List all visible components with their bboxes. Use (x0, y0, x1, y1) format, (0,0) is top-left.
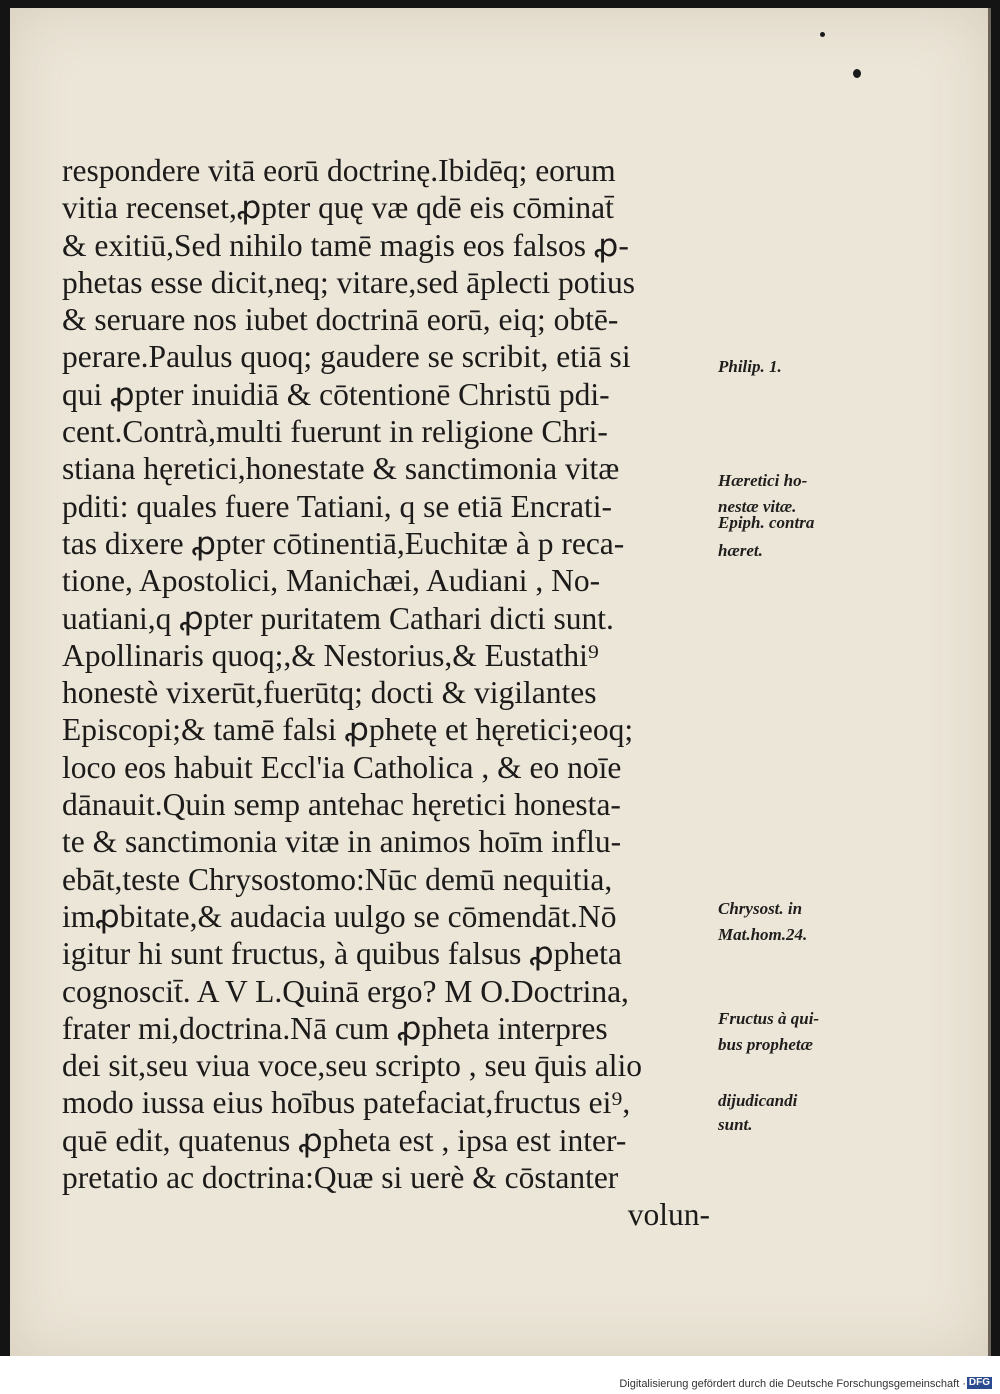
margin-note: nestæ vitæ. (718, 497, 797, 516)
text-line: cent.Contrà,multi fuerunt in religione Chri- (62, 414, 608, 450)
margin-note: hæret. (718, 541, 763, 560)
text-line: uatiani,q ꝓpter puritatem Cathari dicti sunt. (62, 600, 614, 636)
margin-note: Mat.hom.24. (718, 925, 808, 944)
text-line: te & sanctimonia vitæ in animos hoīm influ- (62, 824, 622, 860)
text-line: frater mi,doctrina.Nā cum ꝓpheta interpres (62, 1010, 608, 1046)
ink-speck (820, 32, 825, 37)
text-line: stiana hęretici,honestate & sanctimonia vitæ (62, 451, 620, 487)
text-line: & seruare nos iubet doctrinā eorū, eiq; obtē- (62, 302, 619, 338)
catchword: volun- (627, 1197, 710, 1233)
text-line: dānauit.Quin semp antehac hęretici honesta- (62, 787, 621, 823)
main-text-block (62, 152, 722, 1234)
text-line: perare.Paulus quoq; gaudere se scribit, etiā si (62, 339, 631, 375)
text-line: tas dixere ꝓpter cōtinentiā,Euchitæ à p reca- (62, 525, 625, 561)
text-line: igitur hi sunt fructus, à quibus falsus ꝓpheta (62, 936, 622, 972)
ink-speck (853, 69, 861, 78)
text-line: modo iussa eius hoībus patefaciat,fructus ei⁹, (62, 1085, 631, 1121)
text-line: ebāt,teste Chrysostomo:Nūc demū nequitia, (62, 861, 613, 897)
dfg-logo: DFG (968, 1377, 990, 1388)
text-line: phetas esse dicit,neq; vitare,sed āplecti potius (62, 264, 635, 300)
text-line: & exitiū,Sed nihilo tamē magis eos falsos ꝓ- (62, 227, 629, 263)
margin-note: bus prophetæ (718, 1035, 813, 1054)
text-line: vitia recenset,ꝓpter quę væ qdē eis cōminat̄ (62, 190, 614, 226)
margin-note: sunt. (718, 1115, 753, 1134)
text-line: loco eos habuit Eccl'ia Catholica , & eo noīe (62, 749, 622, 785)
margin-note: Fructus à qui- (718, 1009, 820, 1028)
text-line: Episcopi;& tamē falsi ꝓphetę et hęretici;eoq; (62, 712, 634, 748)
margin-note: Chrysost. in (718, 899, 803, 918)
text-line: qui ꝓpter inuidiā & cōtentionē Christū pdi- (62, 376, 610, 412)
footer-credit: Digitalisierung gefördert durch die Deutsche Forschungsgemeinschaft · (619, 1378, 966, 1390)
margin-note: dijudicandi (718, 1091, 798, 1110)
margin-note: Epiph. contra (718, 513, 815, 532)
text-line: pretatio ac doctrina:Quæ si uerè & cōstanter (62, 1160, 619, 1196)
text-line: quē edit, quatenus ꝓpheta est , ipsa est inter- (62, 1122, 627, 1158)
text-line: cognoscit̄. A V L.Quinā ergo? M O.Doctrina, (62, 973, 629, 1009)
text-line: honestè vixerūt,fuerūtq; docti & vigilantes (62, 675, 597, 711)
text-line: Apollinaris quoq;,& Nestorius,& Eustathi⁹ (62, 637, 599, 673)
margin-note: Philip. 1. (718, 357, 782, 376)
text-line: tione, Apostolici, Manichæi, Audiani , No- (62, 563, 601, 599)
footer-bar (0, 1356, 1000, 1394)
text-line: pditi: quales fuere Tatiani, q se etiā Encrati- (62, 488, 613, 524)
text-line: respondere vitā eorū doctrinę.Ibidēq; eorum (62, 153, 616, 188)
text-line: imꝓbitate,& audacia uulgo se cōmendāt.Nō (62, 898, 617, 934)
margin-note: Hæretici ho- (718, 471, 808, 490)
text-line: dei sit,seu viua voce,seu scripto , seu q̄uis alio (62, 1048, 643, 1084)
